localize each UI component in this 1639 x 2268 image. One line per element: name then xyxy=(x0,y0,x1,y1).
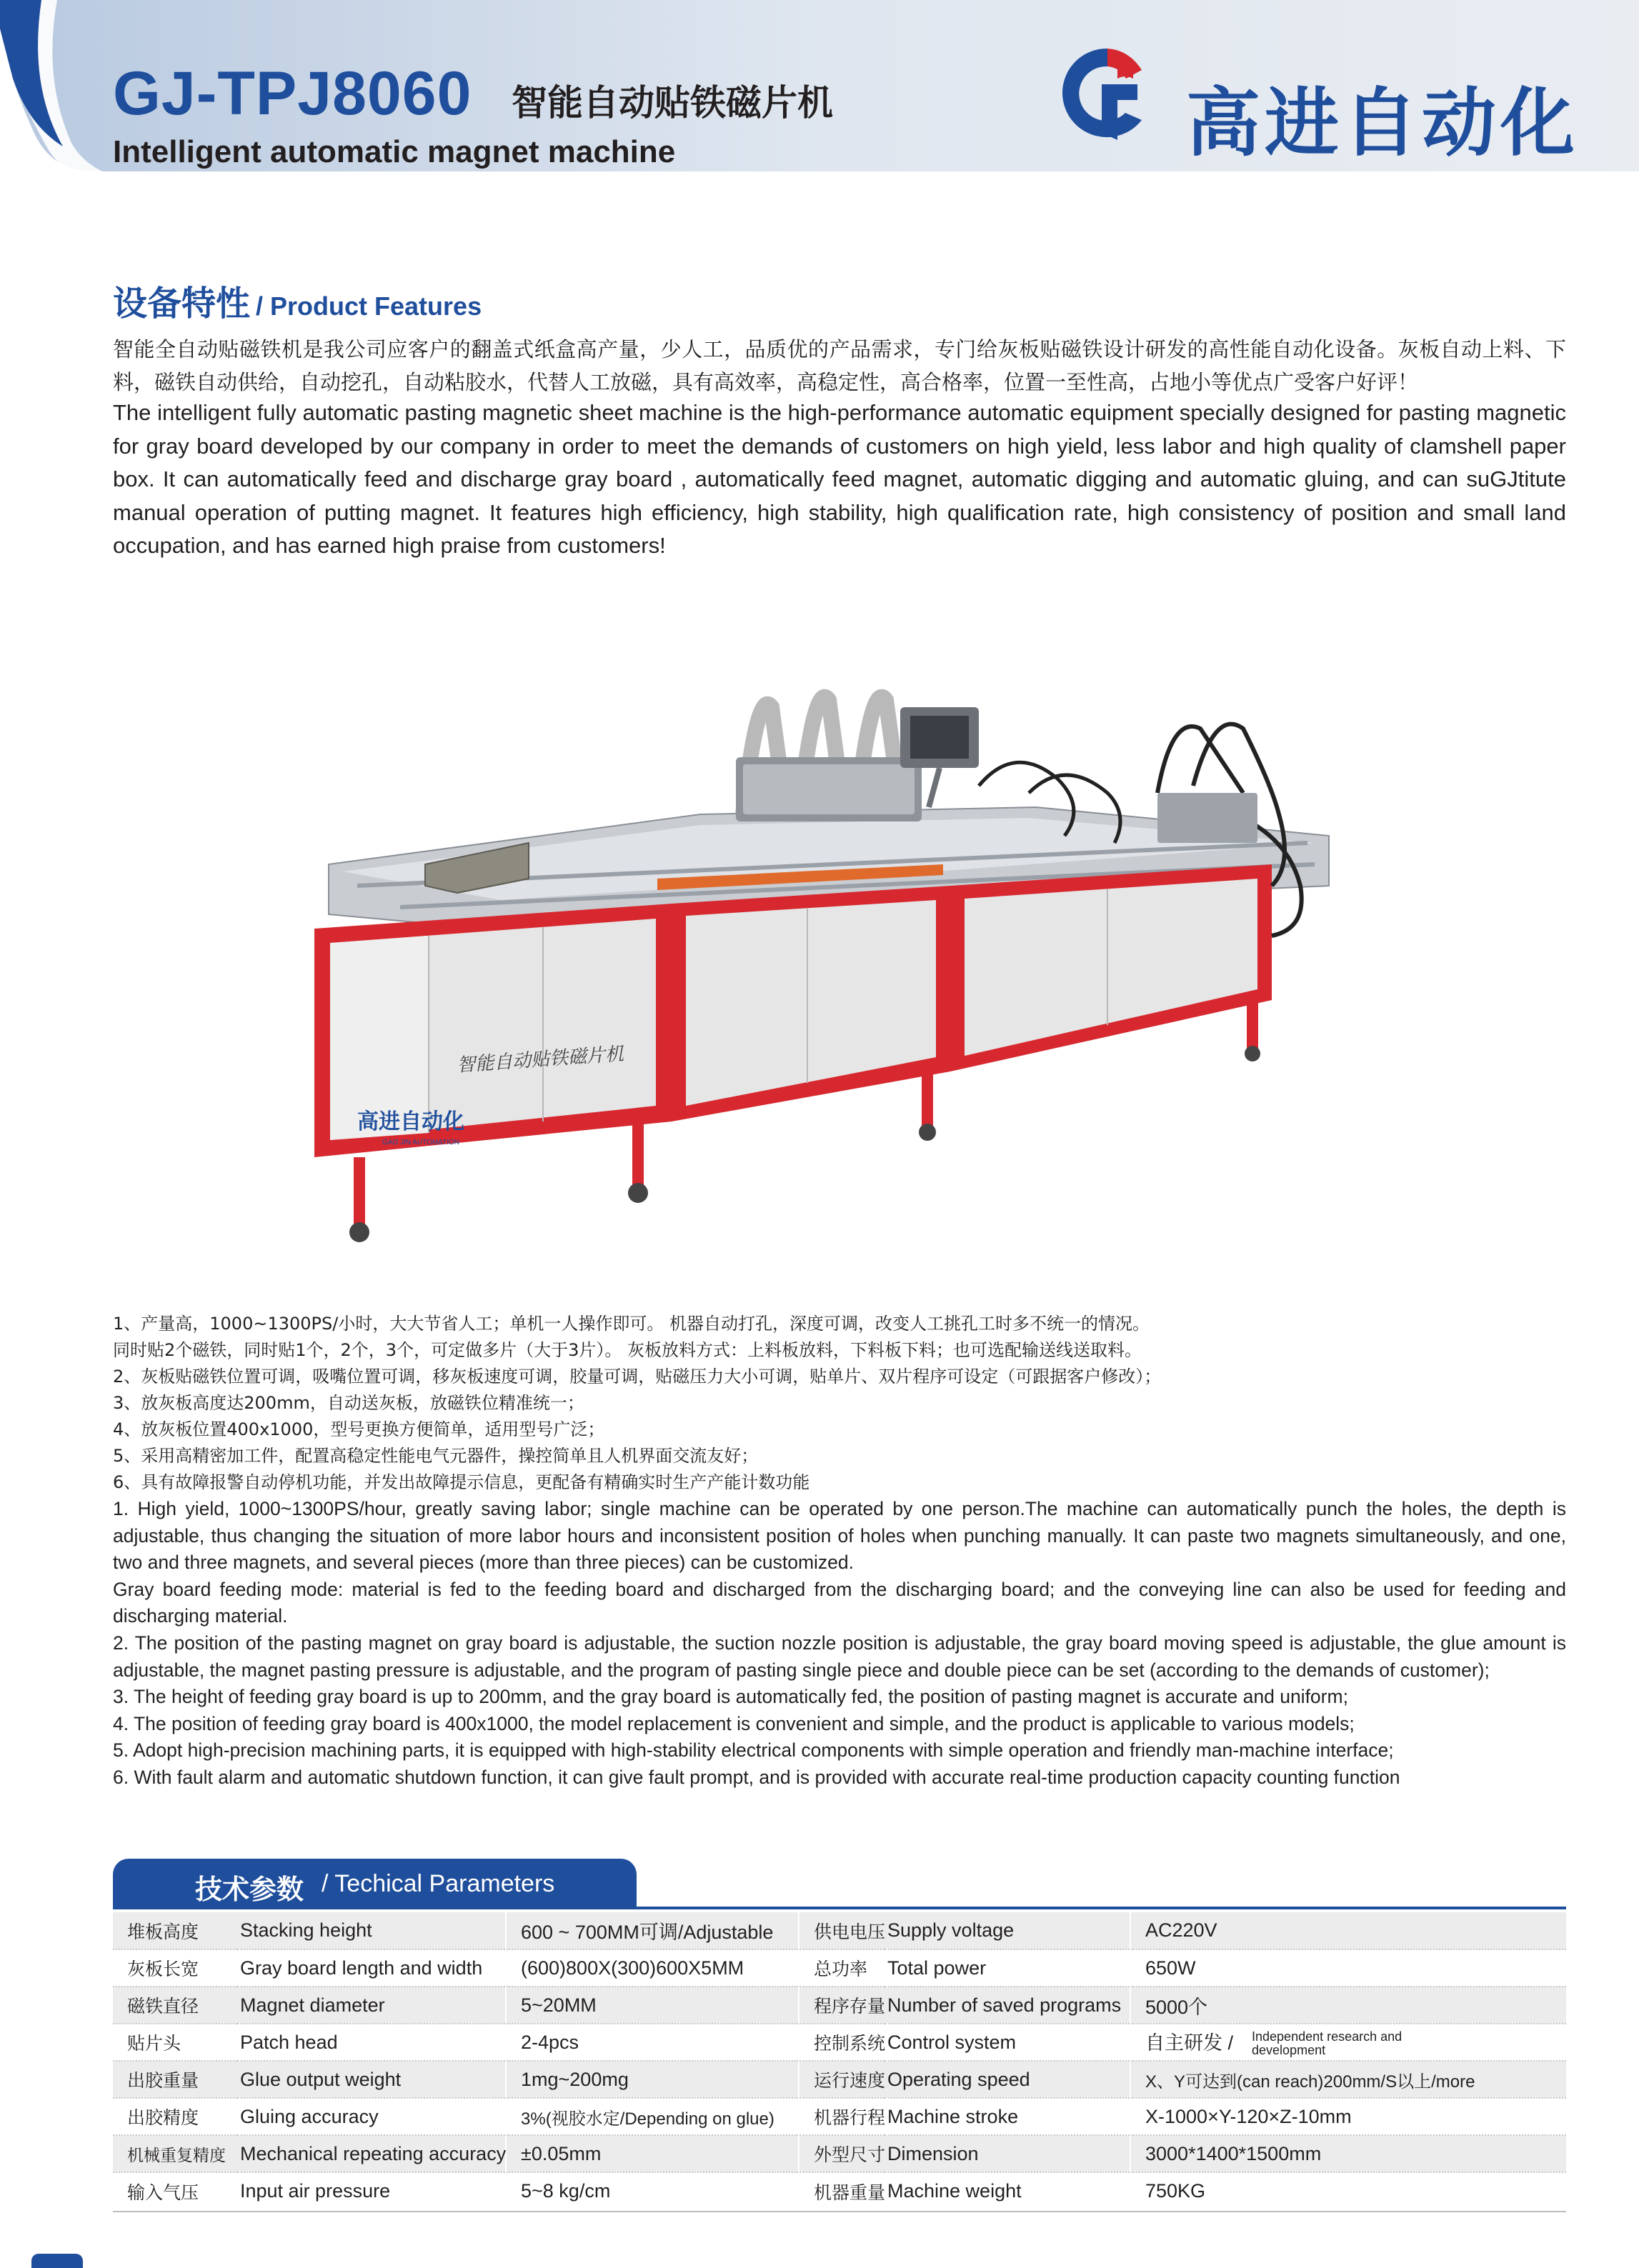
param-value: 5~8 kg/cm xyxy=(506,2172,799,2209)
list-item-cn: 4、放灰板位置400x1000，型号更换方便简单，适用型号广泛； xyxy=(113,1419,605,1439)
param-value: 2-4pcs xyxy=(506,2024,799,2061)
list-item-en: 1. High yield, 1000~1300PS/hour, greatly saving labor; single machine can be operated by one person.The machine can automatically punch the holes, the depth is adjustable, thus changing the situation of more labor hours and inconsistent position of holes when punching manually. It can paste two magnets simultaneously, and one, two and three magnets, and several pieces (more than three pieces) can be customized. xyxy=(113,1498,1566,1574)
model-name-cn: 智能自动贴铁磁片机 xyxy=(512,82,833,124)
param-value: 3000*1400*1500mm xyxy=(1130,2135,1566,2172)
params-title-cn: 技术参数 xyxy=(195,1874,304,1905)
list-item-cn: 5、采用高精密加工件，配置高稳定性能电气元器件，操控简单且人机界面交流友好； xyxy=(113,1446,759,1466)
param-label-en: Input air pressure xyxy=(237,2172,506,2209)
footer-tab-mark xyxy=(31,2254,83,2268)
param-label-cn: 输入气压 xyxy=(113,2172,237,2209)
param-label-cn: 程序存量 xyxy=(799,1987,885,2024)
company-logo-icon xyxy=(1057,41,1150,149)
param-label-cn: 出胶重量 xyxy=(113,2061,237,2098)
param-label-cn: 运行速度 xyxy=(799,2061,885,2098)
list-item-en: 3. The height of feeding gray board is up to 200mm, and the gray board is automatically fed, the position of pasting magnet is accurate and uniform; xyxy=(113,1686,1348,1708)
param-value: 750KG xyxy=(1130,2172,1566,2209)
table-row xyxy=(113,1912,1566,1949)
param-label-cn: 出胶精度 xyxy=(113,2098,237,2135)
features-title-cn: 设备特性 xyxy=(113,284,251,324)
param-value: 3%(视胶水定/Depending on glue) xyxy=(506,2098,799,2135)
intro-paragraph-en: The intelligent fully automatic pasting magnetic sheet machine is the high-performance automatic equipment specially designed for pasting magnetic for gray board developed by our company in order to meet the demands of customers on high yield, less labor and high quality of clamshell paper box. It can automatically feed and discharge gray board , automatically feed magnet, automatic digging and automatic gluing, and can suGJtitute manual operation of putting magnet. It features high efficiency, high stability, high qualification rate, high consistency of position and small land occupation, and has earned high praise from customers! xyxy=(113,400,1566,558)
machine-photo xyxy=(314,629,1386,1243)
param-label-cn: 总功率 xyxy=(799,1949,885,1987)
param-value: X、Y可达到(can reach)200mm/S以上/more xyxy=(1130,2061,1566,2098)
params-title-en: / Techical Parameters xyxy=(322,1870,555,1897)
table-row xyxy=(113,2135,1566,2172)
param-label-cn: 灰板长宽 xyxy=(113,1949,237,1987)
param-value: 自主研发 / xyxy=(1145,2032,1234,2054)
param-value: X-1000×Y-120×Z-10mm xyxy=(1130,2098,1566,2135)
machine-frame-right xyxy=(950,864,1272,1071)
param-value: ±0.05mm xyxy=(506,2135,799,2172)
list-item-en: 2. The position of the pasting magnet on gray board is adjustable, the suction nozzle position is adjustable, the gray board moving speed is adjustable, the glue amount is adjustable, the magnet pasting pressure is adjustable, and the program of pasting single piece and double piece can be set (according to the demands of customer); xyxy=(113,1632,1566,1681)
param-label-en: Patch head xyxy=(237,2024,506,2061)
table-row xyxy=(113,2172,1566,2209)
params-table xyxy=(113,1912,1566,2209)
list-item-cn: 2、灰板贴磁铁位置可调，吸嘴位置可调，移灰板速度可调，胶量可调，贴磁压力大小可调，贴单片、双片程序可设定（可跟据客户修改）； xyxy=(113,1367,1162,1387)
machine-brand-plate-sub: GAO JIN AUTOMATION xyxy=(382,1139,459,1147)
list-item-en: 6. With fault alarm and automatic shutdown function, it can give fault prompt, and is provided with accurate real-time production capacity counting function xyxy=(113,1766,1400,1788)
list-item-cn: 6、具有故障报警自动停机功能，并发出故障提示信息，更配备有精确实时生产产能计数功能 xyxy=(113,1472,810,1492)
param-label-cn: 堆板高度 xyxy=(113,1912,237,1949)
product-subtitle: Intelligent automatic magnet machine xyxy=(113,134,676,169)
param-label-cn: 贴片头 xyxy=(113,2024,237,2061)
table-row xyxy=(113,2024,1566,2061)
param-value: 1mg~200mg xyxy=(506,2061,799,2098)
param-label-en: Magnet diameter xyxy=(237,1987,506,2024)
param-label-en: Number of saved programs xyxy=(885,1987,1130,2024)
params-table-bottom-rule xyxy=(113,2211,1566,2212)
features-title-en: / Product Features xyxy=(256,291,482,321)
list-item-cn: 同时贴2个磁铁，同时贴1个，2个，3个，可定做多片（大于3片）。 灰板放料方式：上料板放料，下料板下料；也可选配输送线送取料。 xyxy=(113,1340,1142,1360)
list-item-en: 5. Adopt high-precision machining parts, it is equipped with high-stability electrical components with simple operation and friendly man-machine interface; xyxy=(113,1739,1394,1762)
param-label-en: Gray board length and width xyxy=(237,1949,506,1987)
machine-brand-plate: 高进自动化 xyxy=(357,1109,464,1134)
param-label-en: Dimension xyxy=(885,2135,1130,2172)
param-label-cn: 机器重量 xyxy=(799,2172,885,2209)
model-number: GJ-TPJ8060 xyxy=(113,59,472,128)
param-label-en: Gluing accuracy xyxy=(237,2098,506,2135)
param-value: 5000个 xyxy=(1130,1987,1566,2024)
list-item-en: Gray board feeding mode: material is fed to the feeding board and discharged from the discharging board; and the conveying line can also be used for feeding and discharging material. xyxy=(113,1578,1566,1627)
param-value-cell xyxy=(1130,2024,1566,2061)
param-label-en: Machine weight xyxy=(885,2172,1130,2209)
param-label-cn: 机器行程 xyxy=(799,2098,885,2135)
table-row xyxy=(113,1949,1566,1987)
list-item-en: 4. The position of feeding gray board is 400x1000, the model replacement is convenient and simple, and the product is applicable to various models; xyxy=(113,1712,1355,1734)
param-value: 600 ~ 700MM可调/Adjustable xyxy=(506,1912,799,1949)
param-label-cn: 控制系统 xyxy=(799,2024,885,2061)
param-label-en: Control system xyxy=(885,2024,1130,2061)
list-item-cn: 1、产量高，1000~1300PS/小时，大大节省人工；单机一人操作即可。 机器自动打孔，深度可调，改变人工挑孔工时多不统一的情况。 xyxy=(113,1314,1150,1334)
param-label-en: Supply voltage xyxy=(885,1912,1130,1949)
param-label-en: Mechanical repeating accuracy xyxy=(237,2135,506,2172)
params-header-rule xyxy=(113,1907,1566,1909)
param-label-en: Stacking height xyxy=(237,1912,506,1949)
brand-name: 高进自动化 xyxy=(1186,79,1580,166)
table-row xyxy=(113,1987,1566,2024)
param-label-cn: 磁铁直径 xyxy=(113,1987,237,2024)
param-label-en: Machine stroke xyxy=(885,2098,1130,2135)
table-row xyxy=(113,2061,1566,2098)
feature-list xyxy=(113,1311,1566,1792)
param-label-cn: 供电电压 xyxy=(799,1912,885,1949)
machine-side-label: 智能自动贴铁磁片机 xyxy=(456,1043,624,1076)
machine-frame-middle xyxy=(672,886,950,1121)
param-value-note: Independent research and development xyxy=(1252,2029,1403,2058)
table-row xyxy=(113,2098,1566,2135)
intro-paragraph-cn: 智能全自动贴磁铁机是我公司应客户的翻盖式纸盒高产量，少人工，品质优的产品需求，专门给灰板贴磁铁设计研发的高性能自动化设备。灰板自动上料、下料，磁铁自动供给，自动挖孔，自动粘胶水，代替人工放磁，具有高效率，高稳定性，高合格率，位置一至性高，占地小等优点广受客户好评！ xyxy=(113,337,1566,394)
param-value: 5~20MM xyxy=(506,1987,799,2024)
params-tab-header xyxy=(113,1859,637,1909)
param-label-en: Operating speed xyxy=(885,2061,1130,2098)
param-value: AC220V xyxy=(1130,1912,1566,1949)
param-label-en: Glue output weight xyxy=(237,2061,506,2098)
param-value: 650W xyxy=(1130,1949,1566,1987)
param-label-cn: 外型尺寸 xyxy=(799,2135,885,2172)
param-value: (600)800X(300)600X5MM xyxy=(506,1949,799,1987)
param-label-en: Total power xyxy=(885,1949,1130,1987)
list-item-cn: 3、放灰板高度达200mm，自动送灰板，放磁铁位精准统一； xyxy=(113,1393,584,1413)
param-label-cn: 机械重复精度 xyxy=(113,2135,237,2172)
features-heading xyxy=(113,276,482,325)
